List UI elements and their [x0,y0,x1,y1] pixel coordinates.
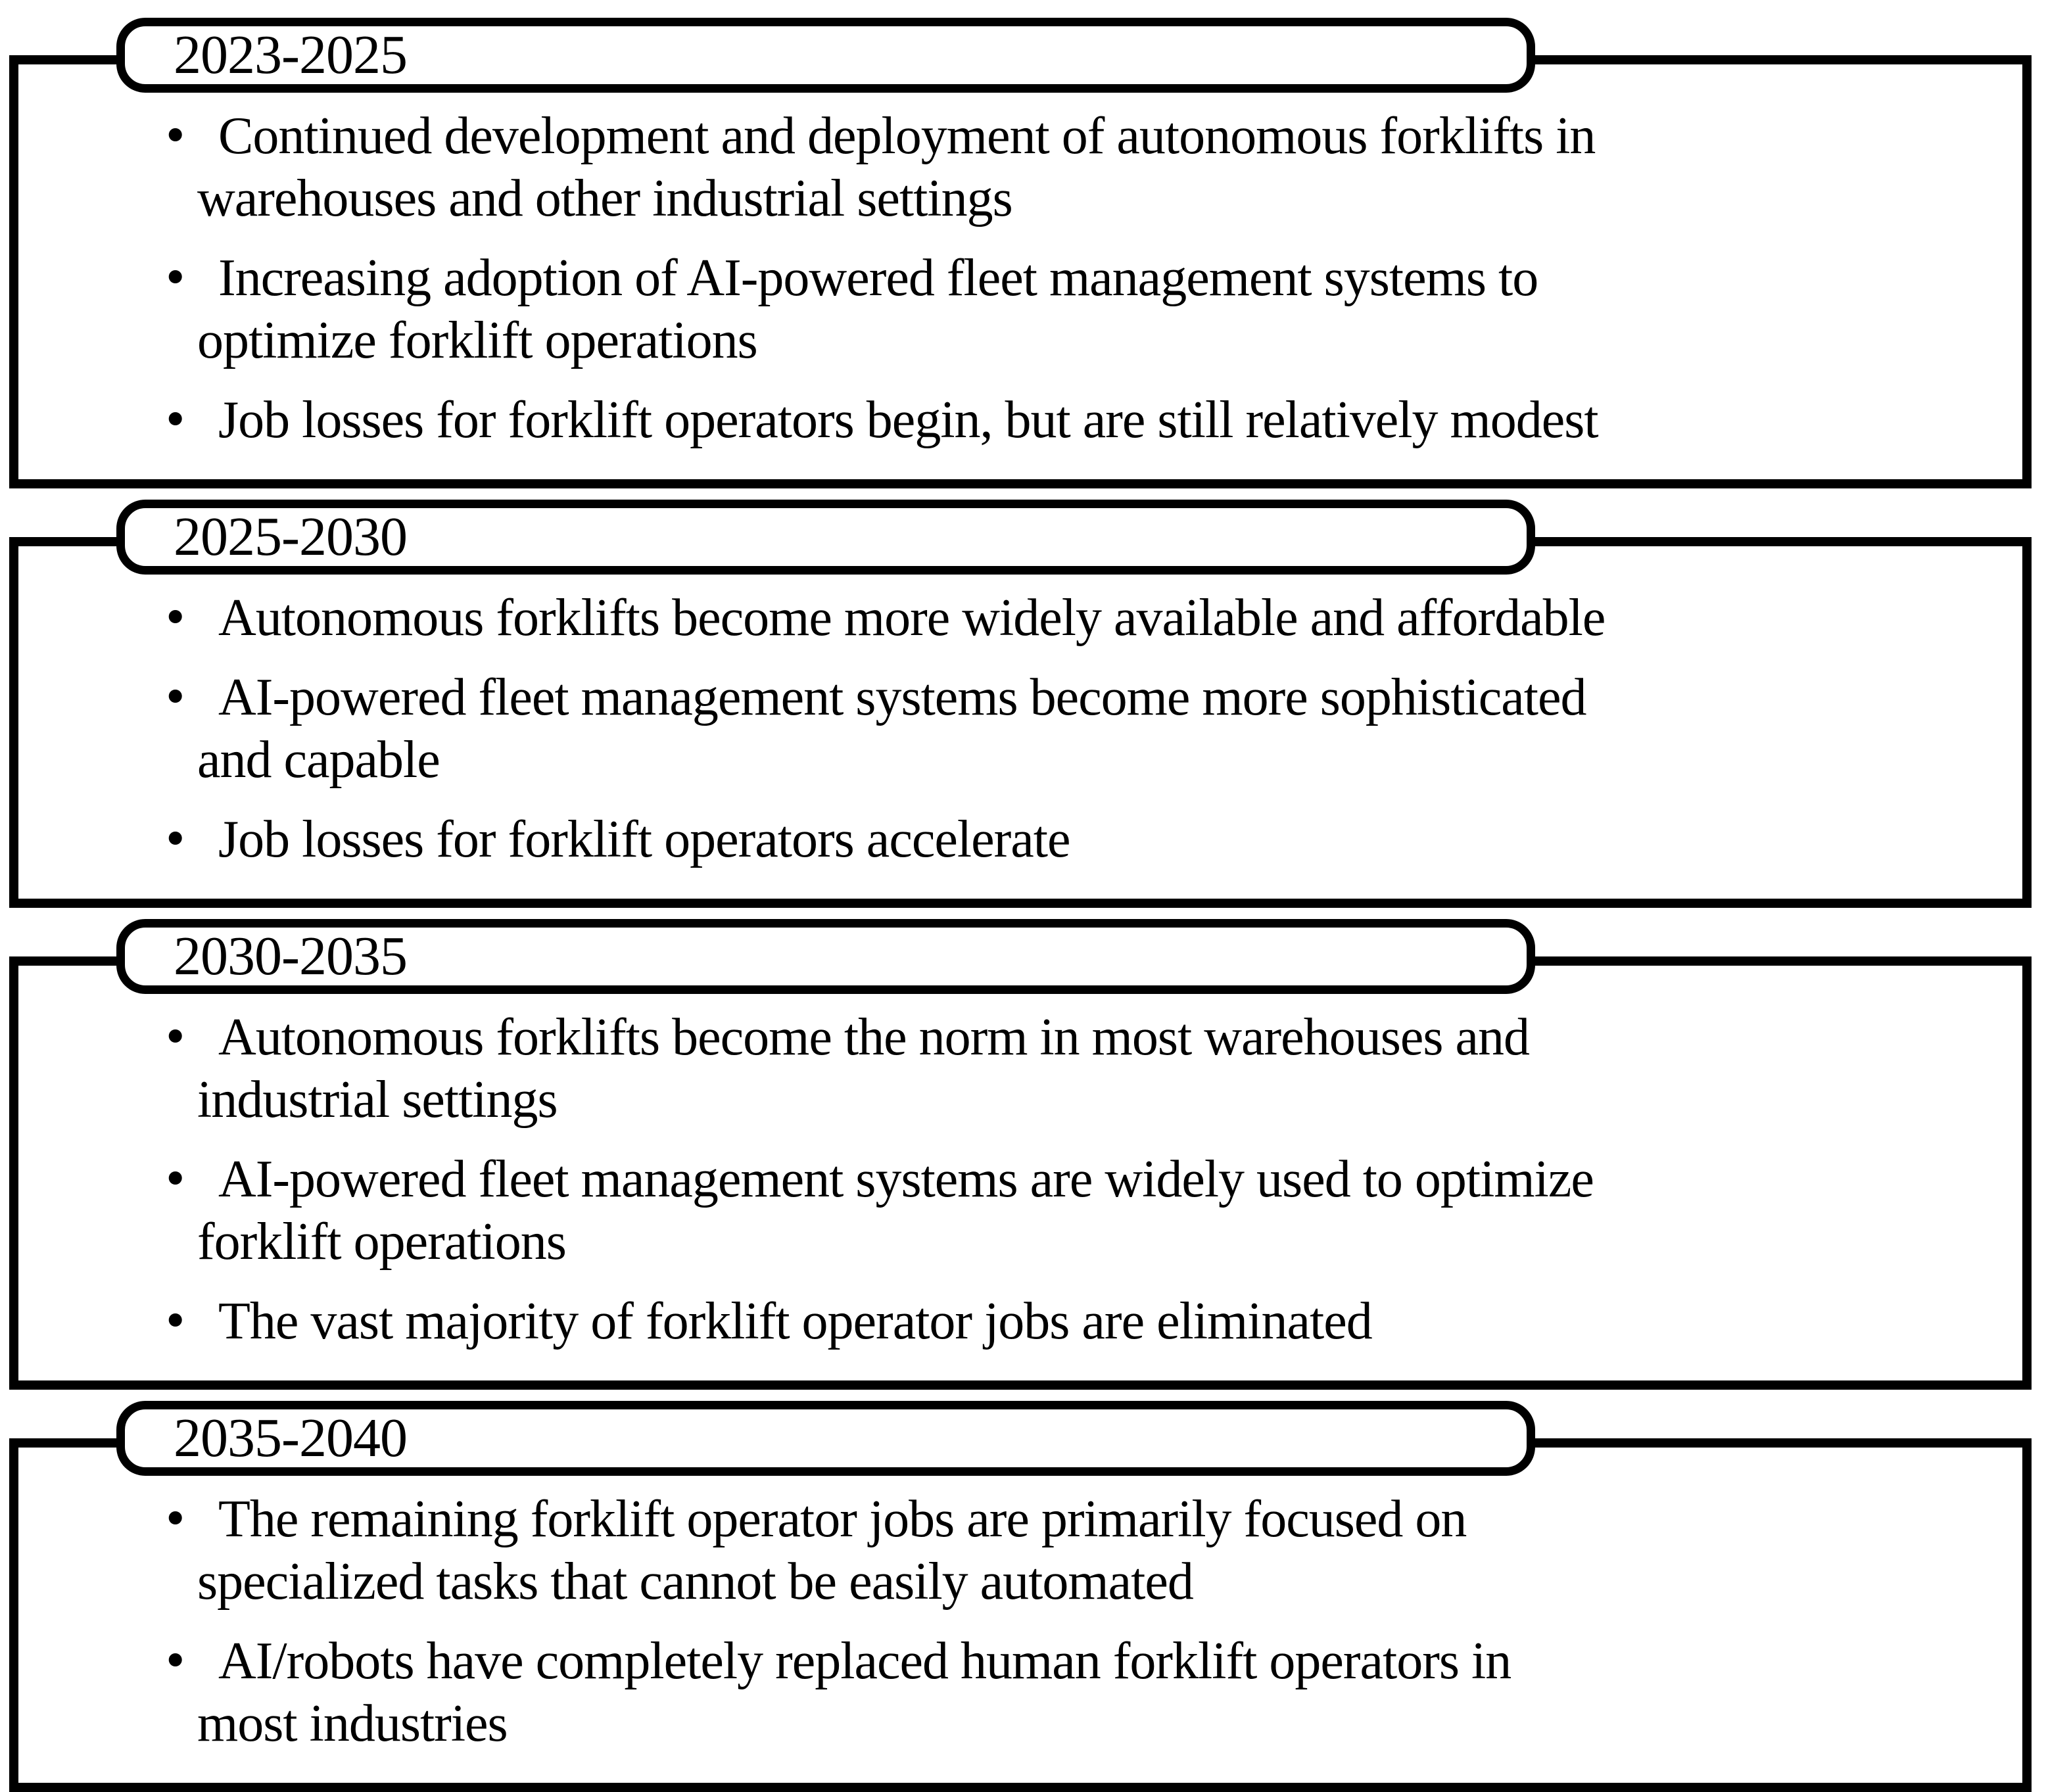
bullet-line: industrial settings [197,1071,558,1129]
content-box [9,956,2032,1390]
bullet-icon: • [166,1488,185,1549]
bullet-item [166,586,1996,649]
bullet-line: AI-powered fleet management systems are widely used to optimize [218,1150,1594,1208]
bullet-icon: • [166,1290,185,1351]
bullet-item [166,388,1996,452]
bullet-item [166,246,1996,372]
period-label: 2023-2025 [174,24,407,85]
bullet-icon: • [166,808,185,869]
bullet-line: optimize forklift operations [197,312,757,369]
bullet-line: Job losses for forklift operators begin, but are still relatively modest [218,391,1598,449]
bullet-line: Increasing adoption of AI-powered fleet management systems to [218,249,1538,307]
bullet-icon: • [166,586,185,648]
period-label: 2035-2040 [174,1407,407,1469]
bullet-line: forklift operations [197,1213,566,1271]
bullet-item [166,1289,1996,1353]
period-tab [116,18,1535,93]
bullet-line: The remaining forklift operator jobs are primarily focused on [218,1490,1467,1548]
bullet-item [166,1147,1996,1273]
bullet-list [166,104,1996,452]
bullet-line: most industries [197,1695,508,1753]
timeline-section-2030-2035 [9,919,2032,1390]
bullet-item [166,1005,1996,1131]
bullet-icon: • [166,1148,185,1209]
bullet-line: Autonomous forklifts become the norm in most warehouses and [218,1008,1529,1066]
period-tab [116,919,1535,994]
content-box [9,537,2032,908]
bullet-item [166,104,1996,230]
bullet-item [166,665,1996,791]
bullet-icon: • [166,1630,185,1691]
bullet-item [166,1487,1996,1613]
bullet-icon: • [166,105,185,166]
timeline-section-2025-2030 [9,500,2032,908]
bullet-item [166,1629,1996,1755]
bullet-line: AI/robots have completely replaced human forklift operators in [218,1632,1511,1690]
bullet-item [166,807,1996,871]
bullet-icon: • [166,389,185,450]
bullet-list [166,586,1996,871]
bullet-icon: • [166,666,185,727]
bullet-line: specialized tasks that cannot be easily automated [197,1553,1193,1611]
bullet-line: Continued development and deployment of autonomous forklifts in [218,107,1596,165]
bullet-line: and capable [197,731,440,789]
period-tab [116,1401,1535,1476]
bullet-line: Job losses for forklift operators accelerate [218,811,1070,868]
content-box [9,55,2032,488]
bullet-line: AI-powered fleet management systems become more sophisticated [218,669,1586,726]
bullet-line: The vast majority of forklift operator jobs are eliminated [218,1292,1372,1350]
content-box [9,1438,2032,1792]
bullet-icon: • [166,1006,185,1067]
timeline-section-2035-2040 [9,1401,2032,1792]
bullet-list [166,1487,1996,1755]
period-label: 2025-2030 [174,506,407,567]
bullet-line: warehouses and other industrial settings [197,170,1012,227]
bullet-list [166,1005,1996,1353]
period-tab [116,500,1535,575]
period-label: 2030-2035 [174,926,407,987]
bullet-icon: • [166,247,185,308]
bullet-line: Autonomous forklifts become more widely available and affordable [218,589,1606,647]
timeline-section-2023-2025 [9,18,2032,488]
